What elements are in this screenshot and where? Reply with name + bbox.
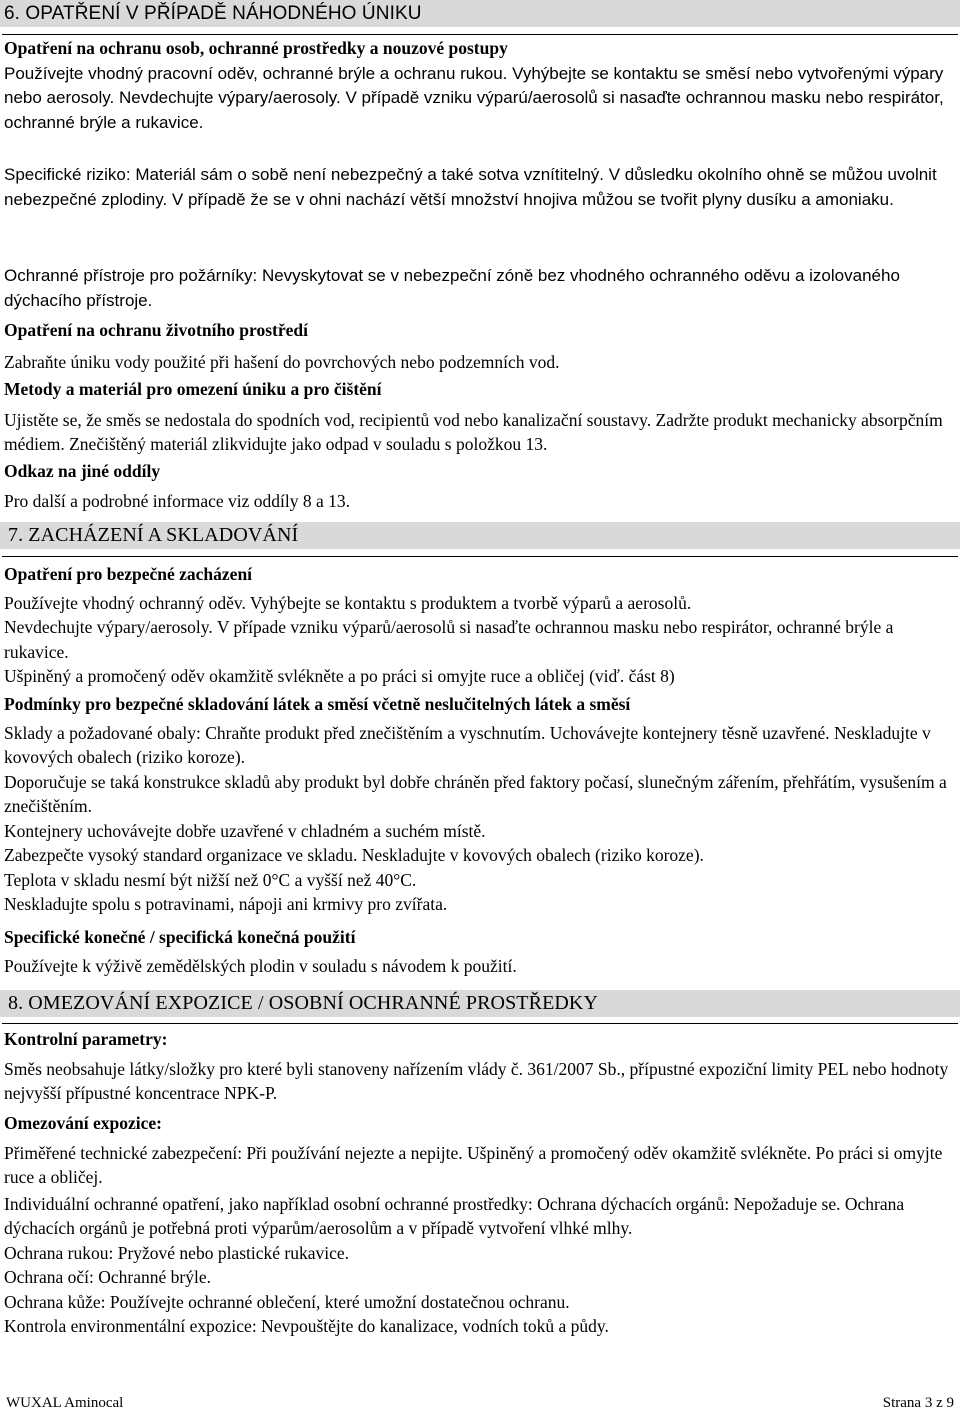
section-7-2-line-2: Doporučuje se taká konstrukce skladů aby produkt byl dobře chráněn před faktory počasí, slunečným zářením, přehřátím, vysušením a znečištěním. bbox=[4, 771, 947, 816]
section-7-heading: 7. ZACHÁZENÍ A SKLADOVÁNÍ bbox=[0, 522, 960, 549]
footer-product-name: WUXAL Aminocal bbox=[6, 1395, 124, 1411]
section-7-1-heading: Opatření pro bezpečné zacházení bbox=[4, 564, 253, 584]
section-6-divider bbox=[2, 34, 958, 35]
section-8-divider bbox=[2, 1023, 958, 1024]
section-6-heading: 6. OPATŘENÍ V PŘÍPADĚ NÁHODNÉHO ÚNIKU bbox=[0, 0, 960, 27]
section-7-1-line-1: Používejte vhodný ochranný oděv. Vyhýbejte se kontaktu s produktem a tvorbě výparů a aerosolů. bbox=[4, 592, 692, 613]
section-7-1 bbox=[0, 562, 956, 689]
section-6-fire bbox=[0, 264, 956, 313]
section-6-4 bbox=[0, 459, 956, 513]
section-8-2-line-1: Přiměřené technické zabezpečení: Při používání nejezte a nepijte. Ušpiněný a promočený oděv okamžitě svlékněte. Po práci si omyjte ruce a obličej. bbox=[4, 1142, 943, 1187]
section-6-body bbox=[0, 36, 956, 135]
section-7-2-line-4: Zabezpečte vysoký standard organizace ve skladu. Neskladujte v kovových obalech (riziko koroze). bbox=[4, 845, 704, 865]
section-7-3 bbox=[0, 925, 956, 978]
section-8-2-line-4: Ochrana očí: Ochranné brýle. bbox=[4, 1267, 211, 1287]
section-7-1-line-2: Nevdechujte výpary/aerosoly. V případe vzniku výparů/aerosolů si nasaďte ochrannou masku nebo respirátor, ochranné brýle a rukavice. bbox=[4, 617, 894, 662]
section-7-2-line-5: Teplota v skladu nesmí být nižší než 0°C a vyšší než 40°C. bbox=[4, 869, 417, 890]
section-6-1-heading: Opatření na ochranu osob, ochranné prostředky a nouzové postupy bbox=[4, 38, 508, 58]
section-7-2-line-6: Neskladujte spolu s potravinami, nápoji ani krmivy pro zvířata. bbox=[4, 894, 448, 914]
section-6-2 bbox=[0, 318, 956, 374]
page-footer bbox=[0, 1394, 960, 1413]
section-6-4-heading: Odkaz na jiné oddíly bbox=[4, 461, 161, 481]
section-8-1-text: Směs neobsahuje látky/složky pro které byli stanoveny nařízením vlády č. 361/2007 Sb., přípustné expoziční limity PEL nebo hodnoty nejvyšší přípustné koncentrace NPK-P. bbox=[4, 1058, 949, 1103]
section-6-4-text: Pro další a podrobné informace viz oddíly 8 a 13. bbox=[4, 490, 351, 511]
section-7-2 bbox=[0, 692, 956, 917]
section-7-2-line-3: Kontejnery uchovávejte dobře uzavřené v chladném a suchém místě. bbox=[4, 820, 486, 841]
section-8-2-heading: Omezování expozice: bbox=[4, 1113, 162, 1133]
section-6-1-text: Používejte vhodný pracovní oděv, ochranné brýle a ochranu rukou. Vyhýbejte se kontaktu se směsí nebo vytvořenými výpary nebo aerosoly. Nevdechujte výpary/aerosoly. V případě vzniku výparú/aerosolů si nasaďte ochrannou masku nebo respirátor, ochranné brýle a rukavice. bbox=[4, 63, 944, 132]
footer-page-number: Strana 3 z 9 bbox=[882, 1395, 954, 1411]
section-8-2-line-3: Ochrana rukou: Pryžové nebo plastické rukavice. bbox=[4, 1242, 350, 1263]
specific-risk-text: Specifické riziko: Materiál sám o sobě není nebezpečný a také sotva vznítitelný. V důsledku okolního ohně se můžou uvolnit nebezpečné zplodiny. V případě že se v ohni nachází větší množství hnojiva můžou se tvořit plyny dusíku a amoniaku. bbox=[4, 165, 937, 209]
section-6-3-heading: Metody a materiál pro omezení úniku a pro čištění bbox=[4, 379, 382, 399]
section-7-2-heading: Podmínky pro bezpečné skladování látek a směsí včetně neslučitelných látek a směsí bbox=[4, 694, 631, 714]
section-7-2-line-1: Sklady a požadované obaly: Chraňte produkt před znečištěním a vyschnutím. Uchovávejte kontejnery těsně uzavřené. Neskladujte v kovových obalech (riziko koroze). bbox=[4, 722, 931, 767]
section-6-risk bbox=[0, 163, 956, 212]
section-7-divider bbox=[2, 556, 958, 557]
section-8-2-line-2: Individuální ochranné opatření, jako například osobní ochranné prostředky: Ochrana dýchacích orgánů: Nepožaduje se. Ochrana dýchacích orgánů je potřebná proti výparům/aerosolům a v případě vytvoření vlhké mlhy. bbox=[4, 1193, 905, 1238]
section-8-2 bbox=[0, 1111, 956, 1339]
section-8-1-heading: Kontrolní parametry: bbox=[4, 1029, 168, 1049]
section-8-2-line-6: Kontrola environmentální expozice: Nevpouštějte do kanalizace, vodních toků a půdy. bbox=[4, 1316, 609, 1336]
section-6-2-heading: Opatření na ochranu životního prostředí bbox=[4, 320, 309, 340]
section-8-1 bbox=[0, 1027, 956, 1106]
firefighter-equipment-text: Ochranné přístroje pro požárníky: Nevyskytovat se v nebezpeční zóně bez vhodného ochranného oděvu a izolovaného dýchacího přístroje. bbox=[4, 266, 900, 310]
section-7-3-text: Používejte k výživě zemědělských plodin v souladu s návodem k použití. bbox=[4, 955, 517, 976]
section-6-3-text: Ujistěte se, že směs se nedostala do spodních vod, recipientů vod nebo kanalizační soustavy. Zadržte produkt mechanicky absorpčním médiem. Znečištěný materiál zlikvidujte jako odpad v souladu s položkou 13. bbox=[4, 409, 943, 454]
section-6-3 bbox=[0, 377, 956, 457]
section-7-3-heading: Specifické konečné / specifická konečná použití bbox=[4, 927, 356, 947]
section-8-heading: 8. OMEZOVÁNÍ EXPOZICE / OSOBNÍ OCHRANNÉ PROSTŘEDKY bbox=[0, 990, 960, 1017]
section-7-1-line-3: Ušpiněný a promočený oděv okamžitě svlékněte a po práci si omyjte ruce a obličej (viď. část 8) bbox=[4, 666, 675, 686]
section-8-2-line-5: Ochrana kůže: Používejte ochranné oblečení, které umožní dostatečnou ochranu. bbox=[4, 1291, 570, 1312]
section-6-2-text: Zabraňte úniku vody použité při hašení do povrchových nebo podzemních vod. bbox=[4, 351, 560, 372]
